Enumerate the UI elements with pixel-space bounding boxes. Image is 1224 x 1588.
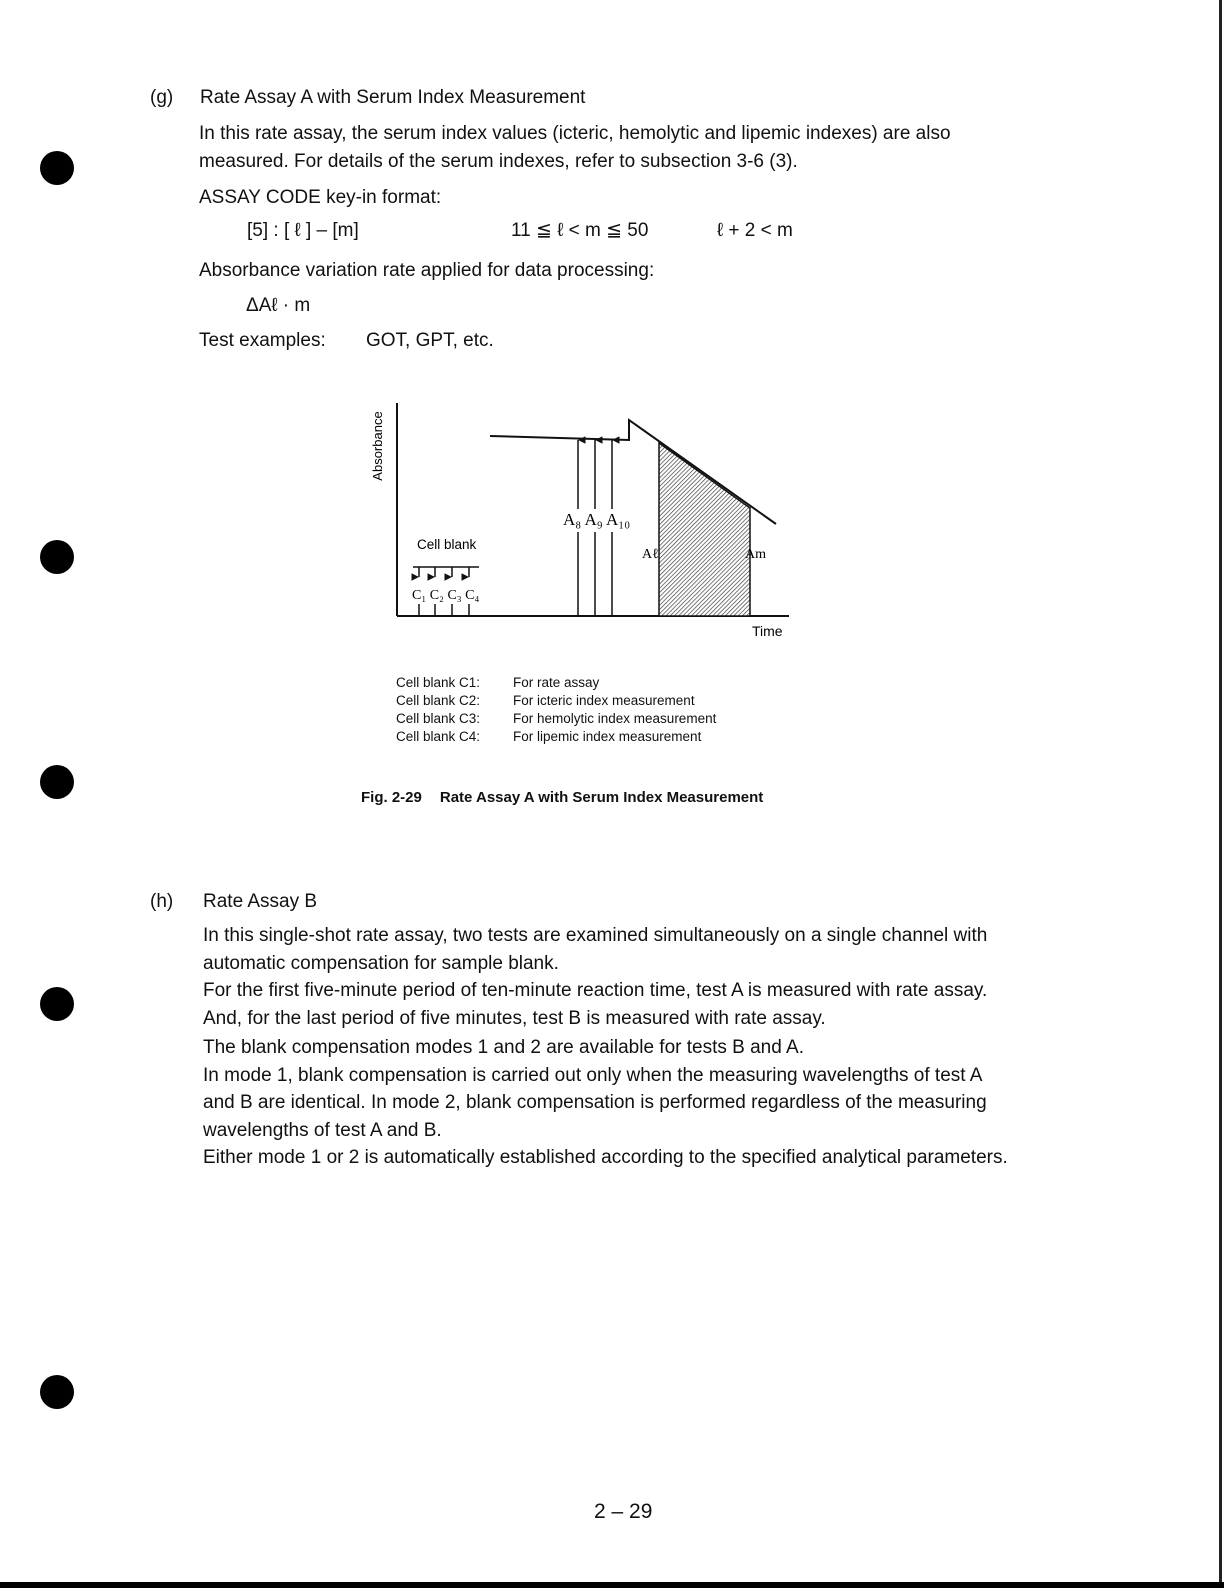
x-axis-label: Time: [752, 623, 783, 639]
intro-line: measured. For details of the serum indexes, refer to subsection 3-6 (3).: [199, 150, 798, 172]
legend-value: For hemolytic index measurement: [513, 711, 717, 726]
a-l-label: Aℓ: [642, 547, 659, 562]
legend-key: Cell blank C2:: [396, 693, 481, 708]
rate-assay-diagram: [0, 0, 1224, 680]
figure-caption: [361, 789, 763, 806]
legend-key: Cell blank C3:: [396, 711, 481, 726]
a-points-label: A₈ A₉ A₁₀: [563, 510, 631, 529]
cell-blank-label: Cell blank: [417, 537, 477, 552]
paragraph-line: In this single-shot rate assay, two tests are examined simultaneously on a single channel with: [203, 925, 988, 946]
legend-key: Cell blank C4:: [396, 729, 481, 744]
assay-code-condition-1: 11 ≦ ℓ < m ≦ 50: [511, 220, 649, 241]
legend-key: Cell blank C1:: [396, 675, 481, 690]
paragraph-line: For the first five-minute period of ten-minute reaction time, test A is measured with rate assay.: [203, 980, 988, 1001]
legend-value: For lipemic index measurement: [513, 729, 702, 744]
variation-formula: ΔAℓ · m: [246, 295, 311, 316]
punch-hole: [40, 765, 74, 799]
paragraph-line: And, for the last period of five minutes, test B is measured with rate assay.: [203, 1007, 826, 1029]
paragraph-line: wavelengths of test A and B.: [203, 1119, 442, 1141]
section-g-heading: Rate Assay A with Serum Index Measurement: [200, 87, 586, 108]
section-h-marker: (h): [150, 891, 174, 912]
intro-line: In this rate assay, the serum index values (icteric, hemolytic and lipemic indexes) are also: [199, 123, 951, 144]
legend-value: For icteric index measurement: [513, 693, 695, 708]
a-m-label: Am: [745, 547, 766, 562]
page-edge: [1219, 0, 1222, 1582]
section-h-paragraph-1: [203, 922, 987, 1032]
section-h-heading: Rate Assay B: [203, 891, 318, 912]
paragraph-line: In mode 1, blank compensation is carried out only when the measuring wavelengths of test A: [203, 1064, 983, 1086]
section-g-marker: (g): [150, 87, 174, 108]
paragraph-line: Either mode 1 or 2 is automatically established according to the specified analytical parameters.: [203, 1147, 1008, 1168]
punch-hole: [40, 987, 74, 1021]
test-examples-value: GOT, GPT, etc.: [366, 330, 494, 351]
assay-code-format: [5] : [ ℓ ] – [m]: [247, 220, 359, 241]
test-examples-label: Test examples:: [199, 330, 326, 351]
variation-label: Absorbance variation rate applied for data processing:: [199, 260, 655, 281]
hatched-area: [659, 443, 750, 616]
assay-code-condition-2: ℓ + 2 < m: [717, 220, 793, 241]
figure-caption-title: Rate Assay A with Serum Index Measurement: [439, 789, 764, 806]
paragraph-line: The blank compensation modes 1 and 2 are available for tests B and A.: [203, 1037, 804, 1058]
paragraph-line: and B are identical. In mode 2, blank compensation is performed regardless of the measuring: [203, 1092, 987, 1113]
legend-value: For rate assay: [513, 675, 600, 690]
punch-hole: [40, 1375, 74, 1409]
y-axis-label: Absorbance: [370, 411, 385, 481]
figure-caption-number: Fig. 2-29: [361, 789, 422, 806]
assay-code-label: ASSAY CODE key-in format:: [199, 187, 442, 208]
paragraph-line: automatic compensation for sample blank.: [203, 952, 559, 974]
page-number: 2 – 29: [594, 1500, 653, 1523]
page-bottom-edge: [0, 1582, 1224, 1588]
cell-blank-points: C₁ C₂ C₃ C₄: [412, 588, 480, 603]
section-h-paragraph-2: [203, 1034, 1008, 1172]
